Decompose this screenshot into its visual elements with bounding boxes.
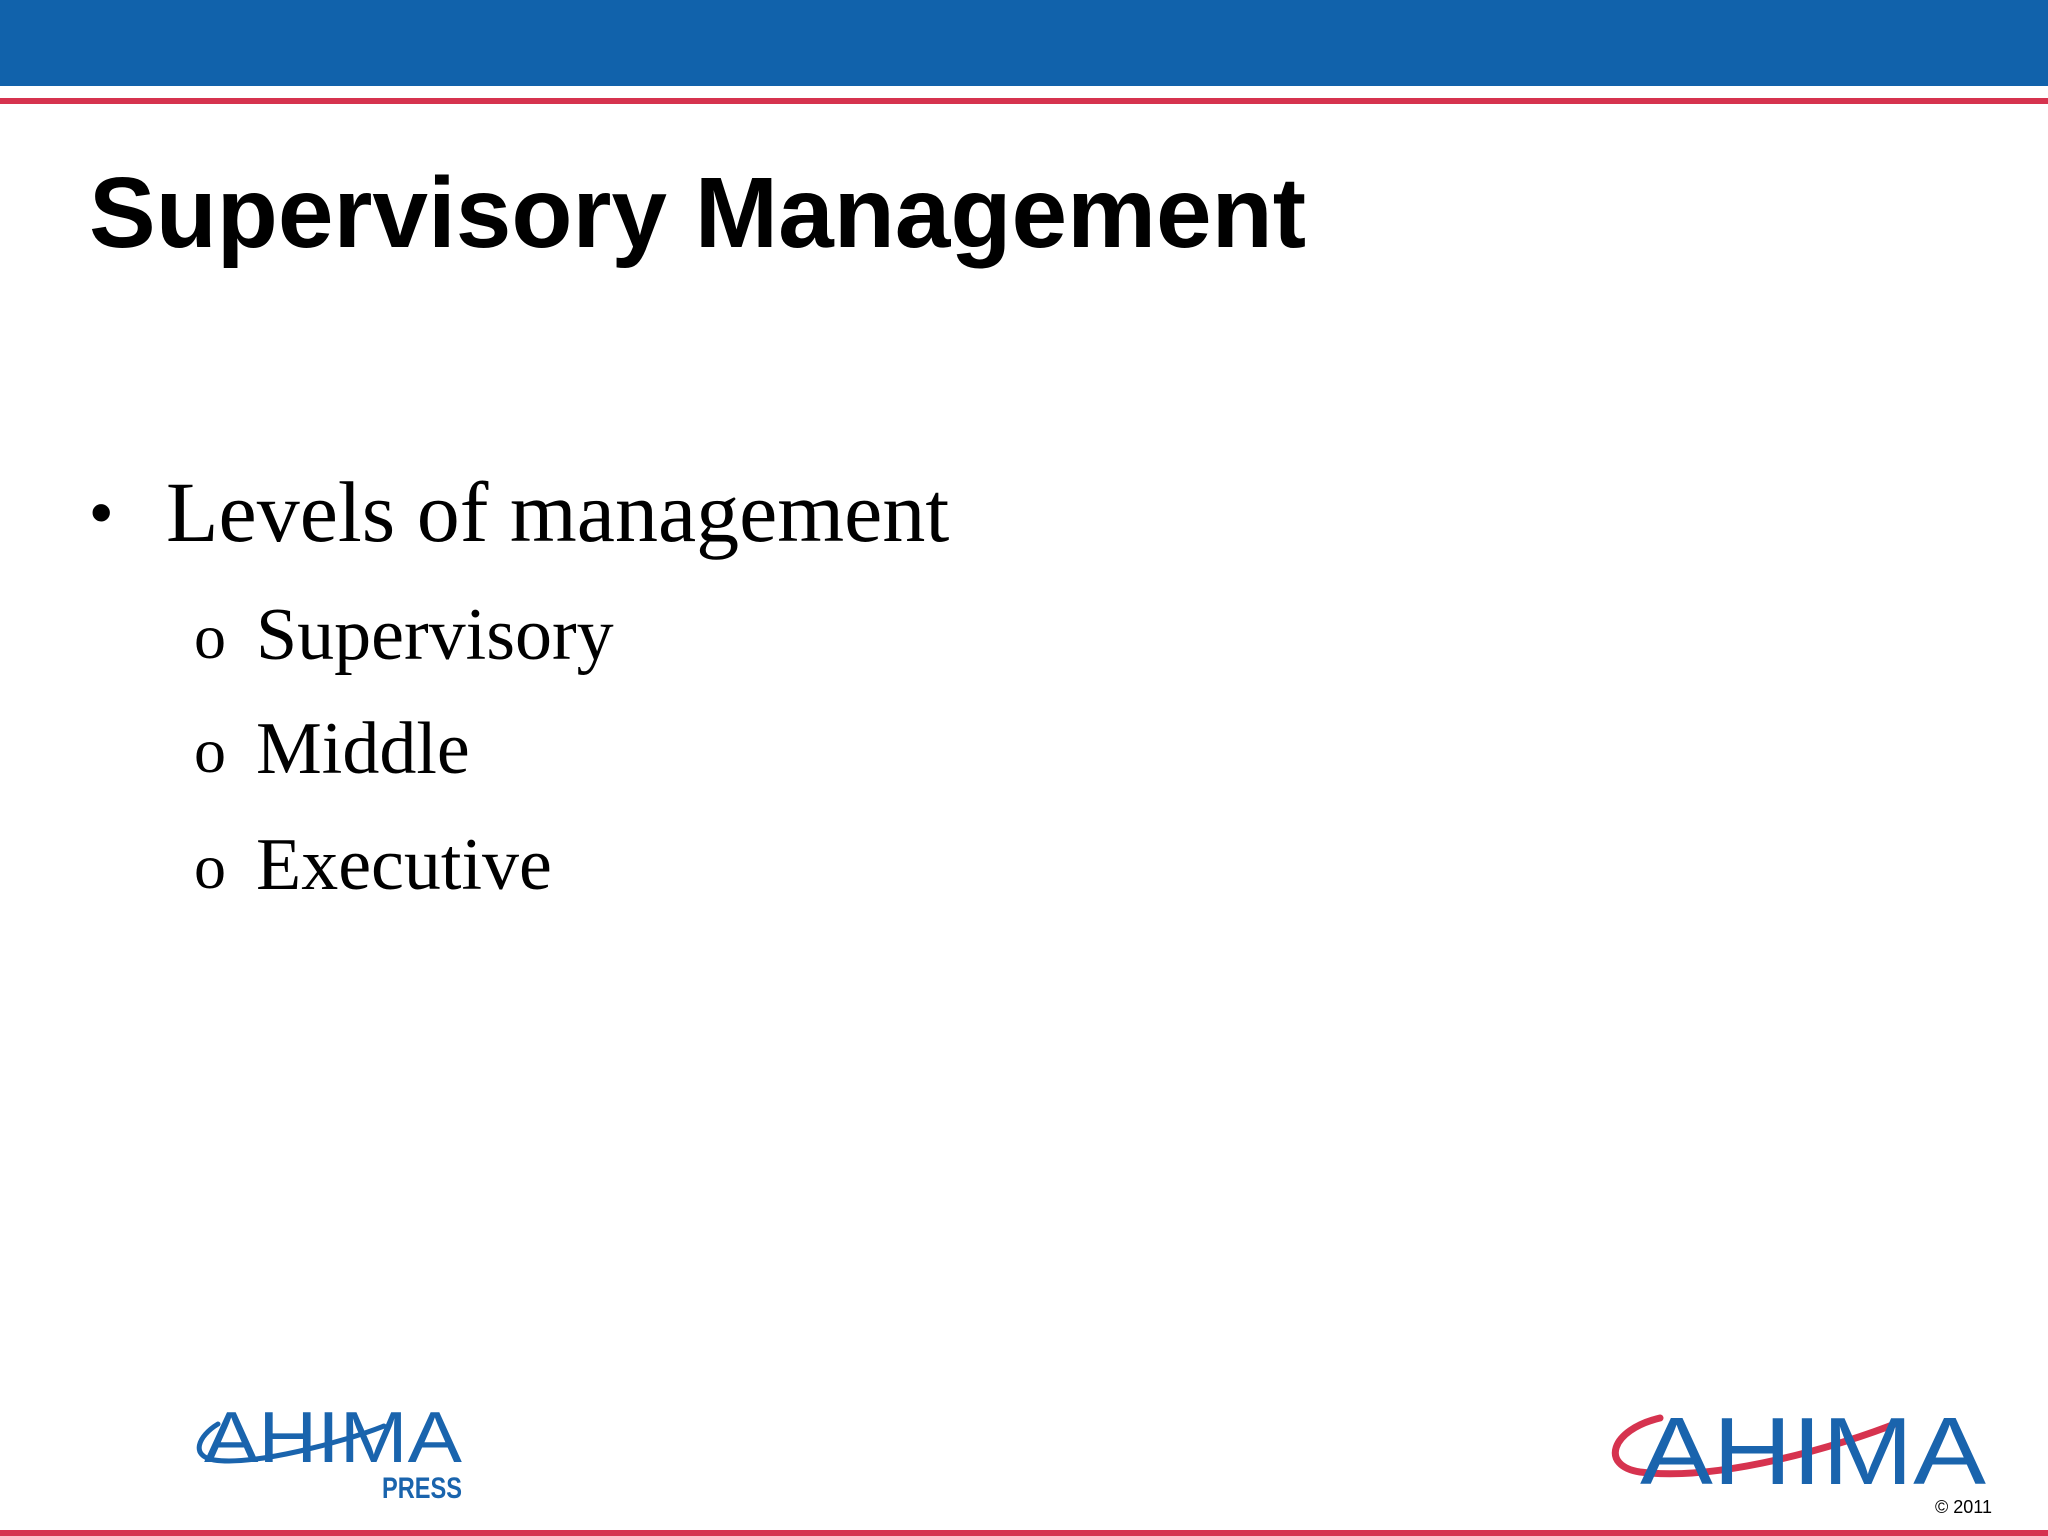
bullet-text: Levels of management bbox=[166, 464, 950, 560]
sub-item-marker: o bbox=[194, 601, 226, 672]
logo-wordmark: AHIMA bbox=[204, 1398, 462, 1478]
sub-item-text: Middle bbox=[256, 708, 470, 790]
copyright-text: © 2011 bbox=[1935, 1497, 1992, 1517]
ahima-logo bbox=[1600, 1396, 1992, 1496]
header-accent-rule bbox=[0, 98, 2048, 104]
ahima-press-logo bbox=[184, 1396, 484, 1504]
logo-wordmark: AHIMA bbox=[1640, 1398, 1986, 1496]
header-band bbox=[0, 0, 2048, 86]
bullet-marker: • bbox=[90, 476, 113, 548]
footer-accent-rule bbox=[0, 1530, 2048, 1536]
sub-item-marker: o bbox=[194, 715, 226, 786]
slide-title: Supervisory Management bbox=[89, 157, 1307, 269]
sub-item-text: Executive bbox=[256, 824, 552, 906]
sub-item-marker: o bbox=[194, 831, 226, 902]
sub-item-text: Supervisory bbox=[256, 594, 614, 676]
logo-subtitle: PRESS bbox=[382, 1472, 462, 1504]
